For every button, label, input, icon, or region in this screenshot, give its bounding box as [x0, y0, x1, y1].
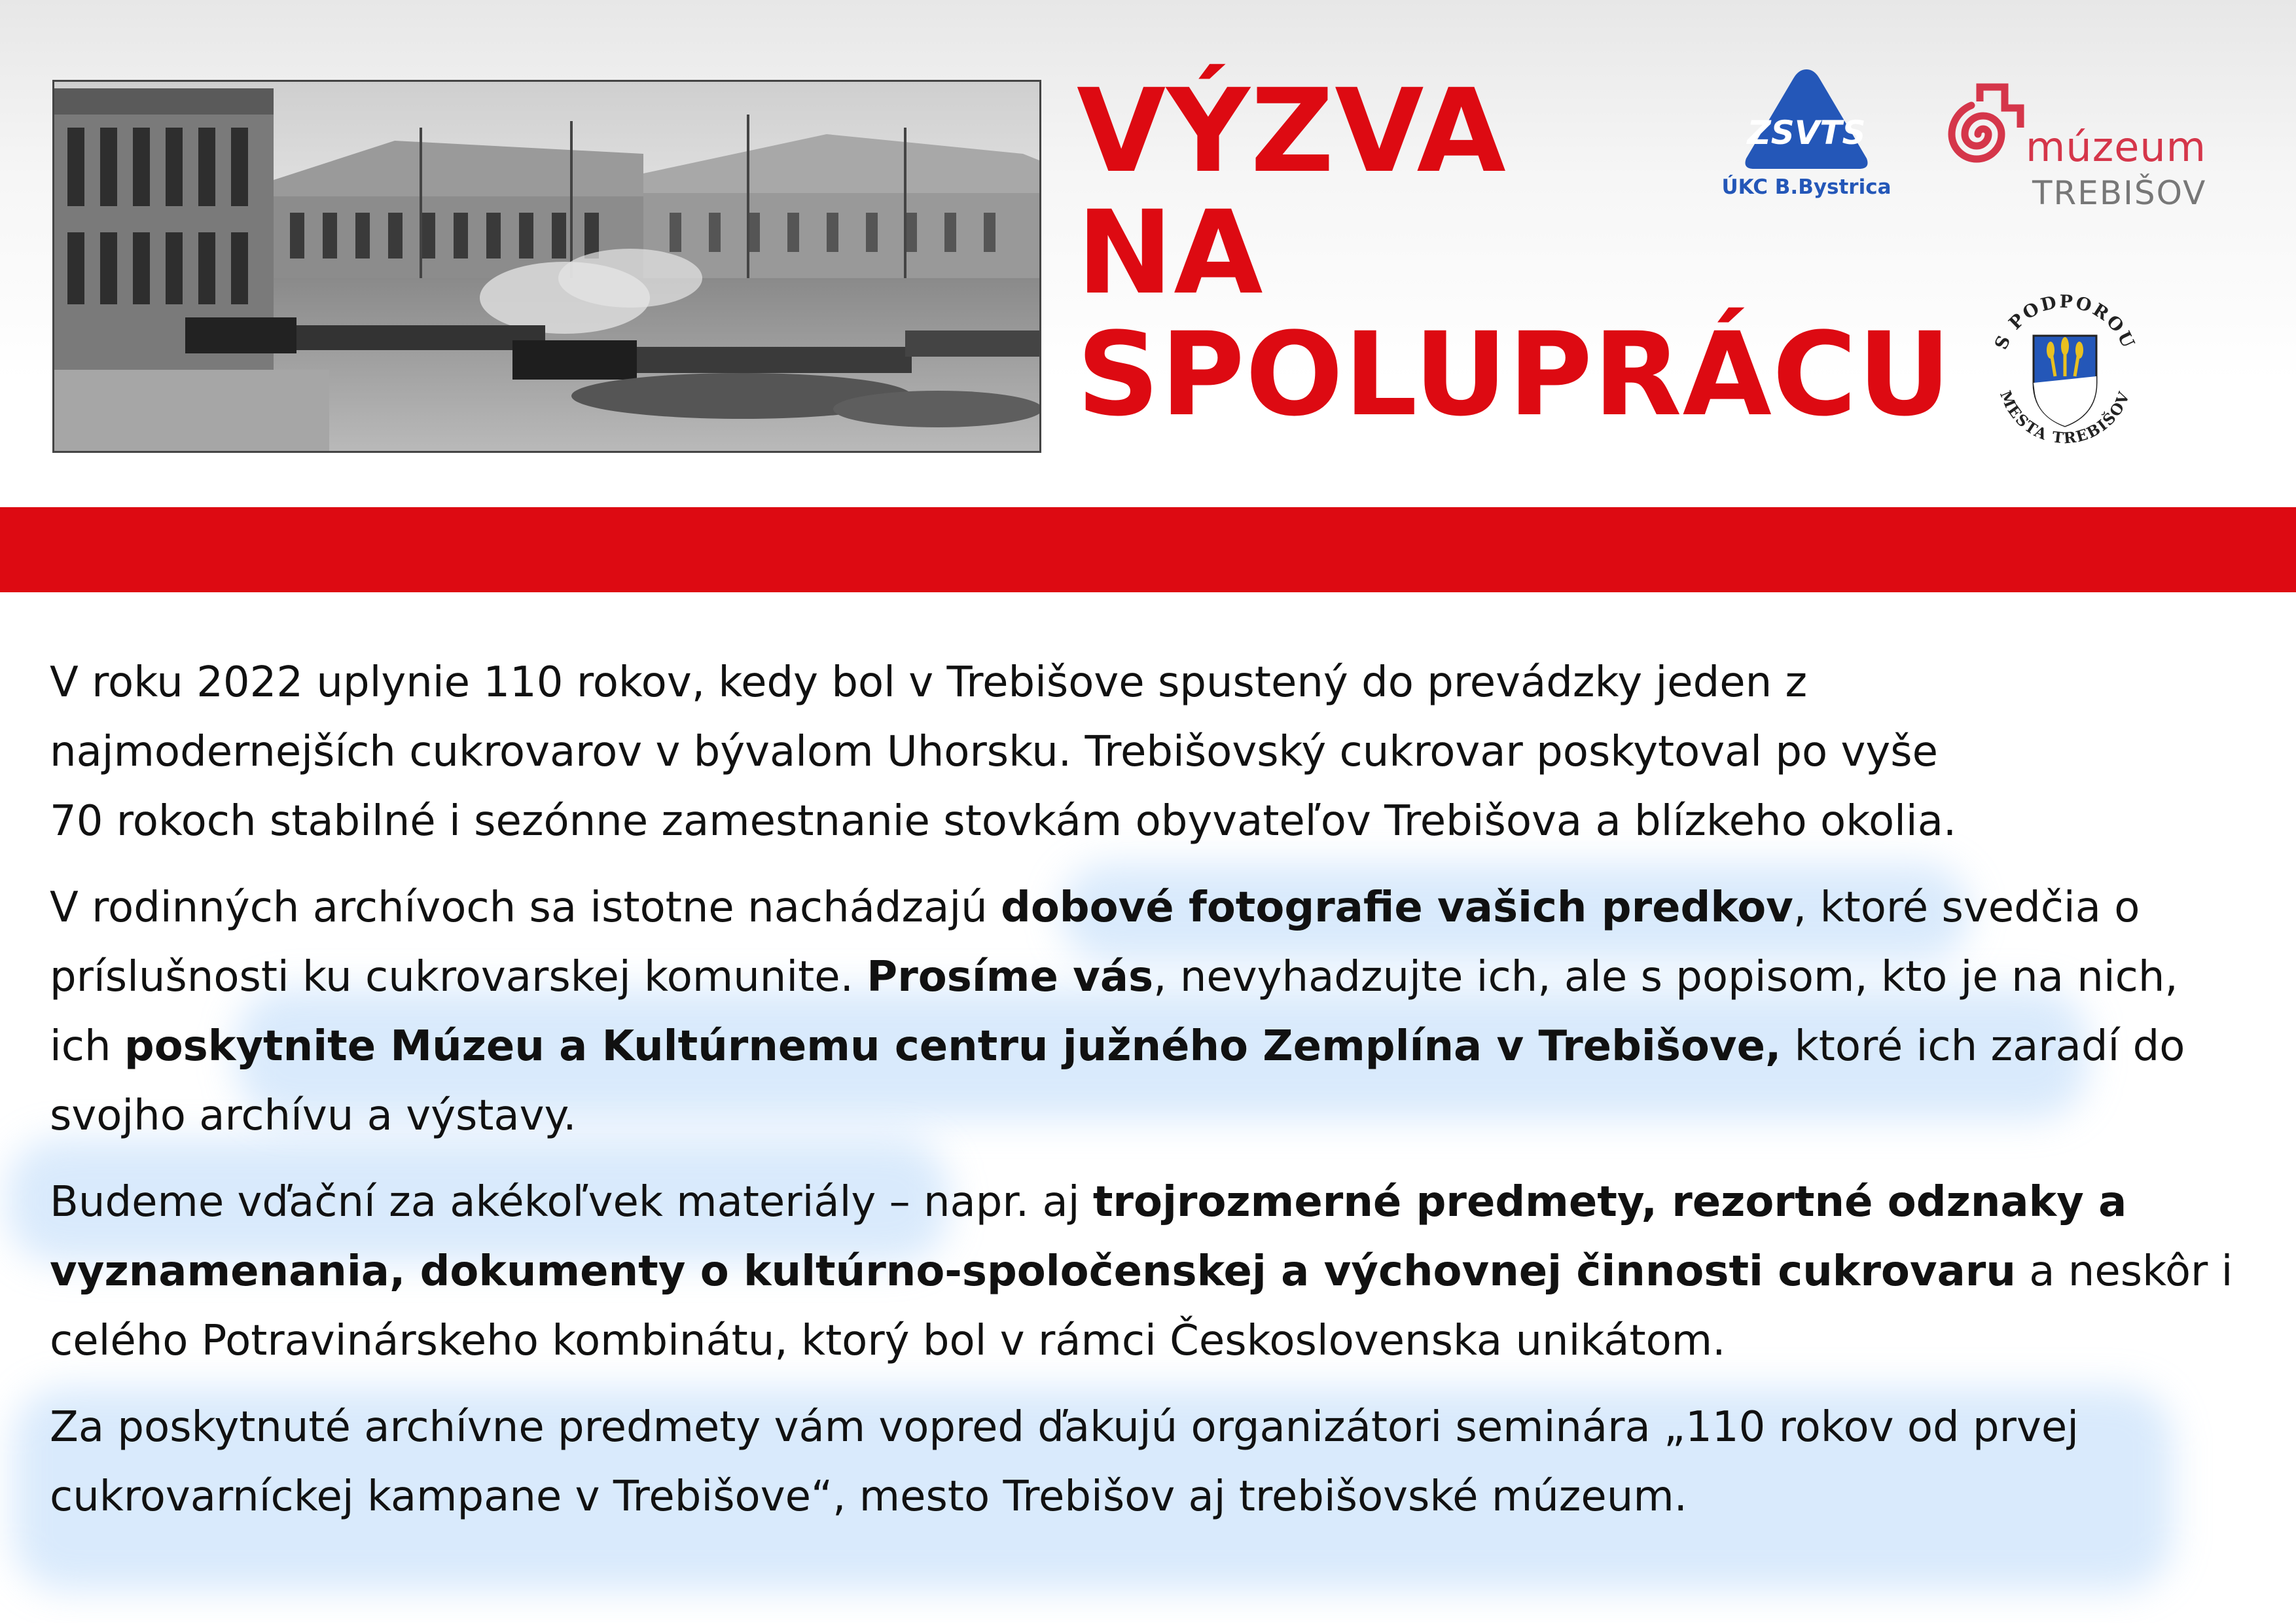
p2-text-2: , ktoré svedčia o príslušnosti ku cukrovarskej komunite. [50, 883, 2140, 1001]
p4-text-1: Za poskytnuté archívne predmety vám vopred ďakujú organizátori seminára „110 rokov od prvej cukrovarníckej kampane v Trebišove“, mesto Trebišov aj trebišovské múzeum. [50, 1403, 2079, 1521]
p1-line-2: najmodernejších cukrovarov v bývalom Uhorsku. Trebišovský cukrovar poskytoval po vyše [50, 728, 1938, 776]
paragraph-2 [50, 873, 2249, 1150]
p1-line-3: 70 rokoch stabilné i sezónne zamestnanie stovkám obyvateľov Trebišova a blízkeho okolia. [50, 797, 1957, 846]
seal-bottom-text: MESTA TREBIŠOV [1996, 388, 2134, 448]
p2-bold-3: poskytnite Múzeu a Kultúrnemu centru južného Zemplína v Trebišove, [124, 1022, 1782, 1071]
paragraph-3 [50, 1168, 2249, 1376]
paragraph-4 [50, 1393, 2249, 1531]
paragraph-1 [50, 648, 2249, 856]
p1-line-1: V roku 2022 uplynie 110 rokov, kedy bol v Trebišove spustený do prevádzky jeden z [50, 658, 1808, 707]
coat-of-arms-icon [2034, 336, 2096, 426]
p2-bold-1: dobové fotografie vašich predkov [1001, 883, 1793, 932]
title-line-3: SPOLUPRÁCU [1077, 308, 1952, 442]
muzeum-logo-line2: TREBIŠOV [2032, 174, 2207, 212]
seal-top-text: S PODPOROU [1990, 291, 2140, 353]
p3-text-2: a neskôr i celého Potravinárskeho kombinátu, ktorý bol v rámci Československa unikátom. [50, 1247, 2233, 1365]
muzeum-logo [1934, 72, 2209, 223]
svts-logo [1721, 60, 1892, 211]
muzeum-logo-line1: múzeum [2026, 123, 2207, 171]
p2-text-4: ktoré ich zaradí do svojho archívu a výstavy. [50, 1022, 2185, 1140]
sugar-factory-photo [52, 80, 1041, 453]
p3-text-1: Budeme vďační za akékoľvek materiály – napr. aj [50, 1178, 1093, 1226]
title-line-1: VÝZVA [1077, 64, 1507, 198]
p3-bold-1: trojrozmerné predmety, rezortné odznaky a vyznamenania, dokumenty o kultúrno-spoločenskej a výchovnej činnosti cukrovaru [50, 1178, 2127, 1296]
body-text [50, 648, 2249, 1548]
spiral-icon [1934, 82, 2032, 180]
svts-mark: ZSVTS [1747, 114, 1866, 152]
p2-bold-2: Prosíme vás [867, 953, 1154, 1001]
svts-caption: ÚKC B.Bystrica [1721, 175, 1892, 199]
p2-text-3: , nevyhadzujte ich, ale s popisom, kto je na nich, ich [50, 953, 2178, 1071]
city-support-seal [1973, 278, 2157, 461]
p2-text-1: V rodinných archívoch sa istotne nachádzajú [50, 883, 1001, 932]
title-line-2: NA [1077, 186, 1264, 320]
svts-triangle-icon [1728, 60, 1885, 178]
red-divider-band [0, 507, 2296, 592]
